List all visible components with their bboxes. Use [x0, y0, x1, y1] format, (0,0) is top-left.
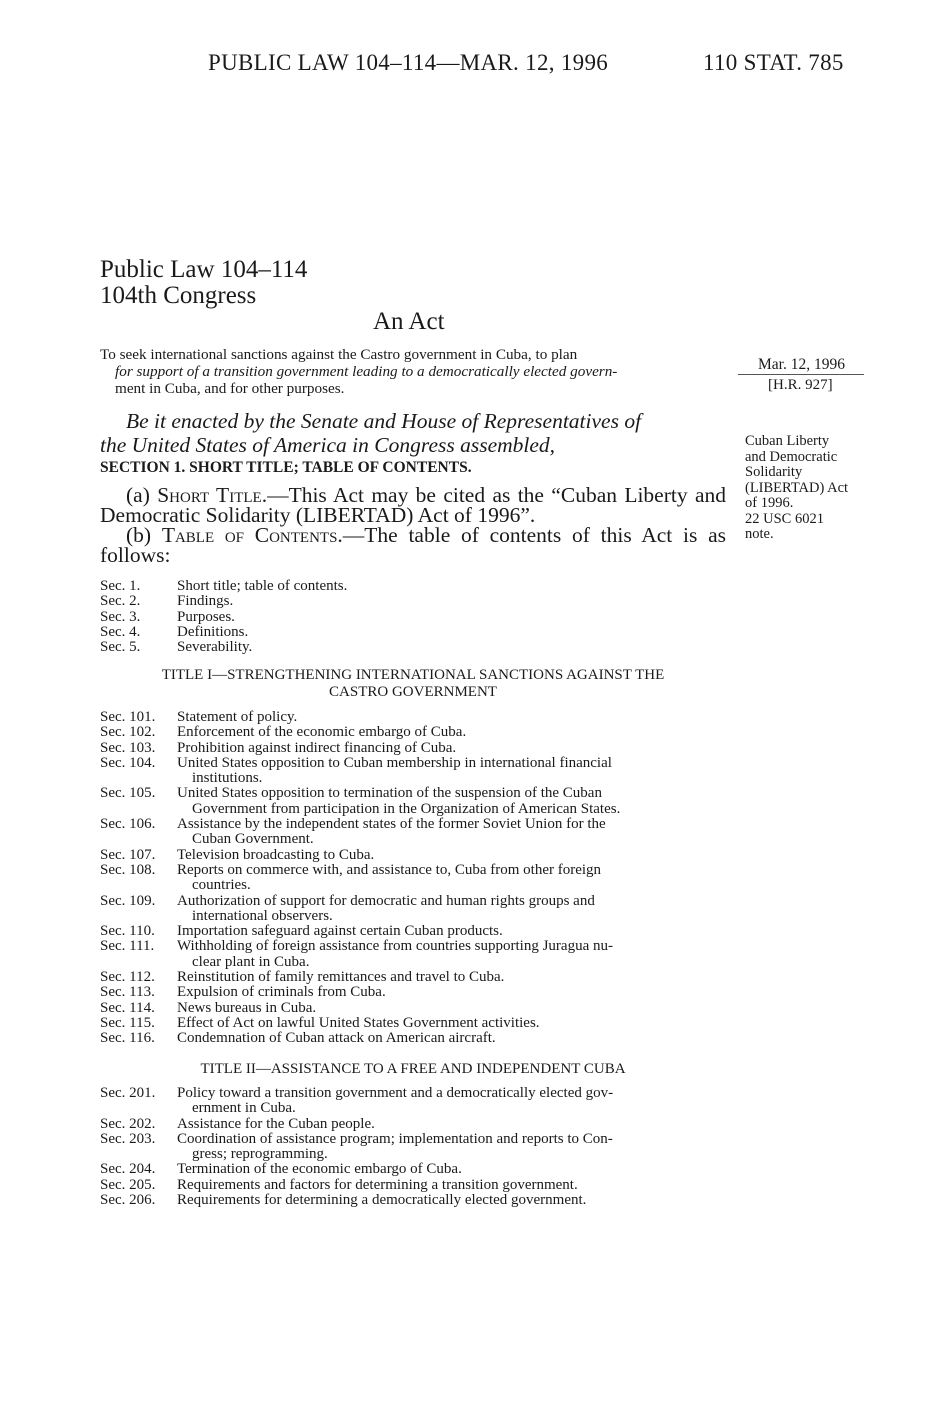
toc-entry-continuation: Government from participation in the Organization of American States. — [192, 800, 621, 817]
toc-entry: Sec. 112. Reinstitution of family remittances and travel to Cuba. — [100, 969, 505, 986]
margin-note-line: note. — [745, 526, 774, 542]
title-2-heading: TITLE II—ASSISTANCE TO A FREE AND INDEPENDENT CUBA — [200, 1061, 626, 1077]
toc-entry: Sec. 204. Termination of the economic embargo of Cuba. — [100, 1161, 462, 1178]
title-1-heading: TITLE I—STRENGTHENING INTERNATIONAL SANCTIONS AGAINST THE CASTRO GOVERNMENT — [161, 667, 665, 700]
toc-entry-continuation: clear plant in Cuba. — [192, 953, 310, 970]
purpose-line: ment in Cuba, and for other purposes. — [115, 380, 345, 397]
enacting-line: Be it enacted by the Senate and House of Representatives of — [126, 409, 642, 433]
toc-entry: Sec. 206. Requirements for determining a democratically elected government. — [100, 1192, 587, 1209]
margin-note-line: 22 USC 6021 — [745, 510, 824, 527]
toc-entry: Sec. 116. Condemnation of Cuban attack on American aircraft. — [100, 1030, 496, 1047]
bill-number: [H.R. 927] — [768, 377, 833, 393]
subsection-a-text: .—This Act may be cited as the “Cuban Liberty and Democratic Solidarity (LIBERTAD) Act of 1996”. — [100, 483, 726, 527]
congress-number: 104th Congress — [100, 282, 257, 309]
subsection-b — [100, 525, 726, 565]
enacting-clause — [100, 409, 726, 457]
toc-entry: Sec. 202. Assistance for the Cuban people. — [100, 1115, 375, 1132]
subsection-a-label: (a) — [126, 483, 158, 507]
enactment-date: Mar. 12, 1996 — [758, 356, 845, 373]
toc-entry: Sec. 110. Importation safeguard against certain Cuban products. — [100, 923, 503, 940]
toc-entry: Sec. 105. United States opposition to termination of the suspension of the Cuban — [100, 785, 602, 802]
toc-entry-continuation: institutions. — [192, 770, 263, 787]
toc-title-2 — [100, 1086, 726, 1208]
subsection-b-caption: Table of Contents — [161, 523, 338, 547]
margin-note — [745, 434, 880, 543]
toc-entry: Sec. 1. Short title; table of contents. — [100, 578, 348, 594]
toc-entry-continuation: Cuban Government. — [192, 831, 314, 848]
public-law-number: Public Law 104–114 — [100, 256, 308, 283]
margin-note-line: (LIBERTAD) Act — [745, 479, 849, 496]
toc-general — [100, 579, 726, 655]
toc-entry: Sec. 2. Findings. — [100, 593, 234, 610]
toc-entry: Sec. 101. Statement of policy. — [100, 709, 298, 725]
toc-entry: Sec. 203. Coordination of assistance program; implementation and reports to Con- — [100, 1130, 613, 1147]
subsection-a — [100, 485, 726, 525]
toc-entry: Sec. 102. Enforcement of the economic embargo of Cuba. — [100, 724, 467, 741]
running-header-left: PUBLIC LAW 104–114—MAR. 12, 1996 — [208, 50, 609, 75]
running-header-page: 110 STAT. 785 — [703, 50, 844, 75]
purpose-line: To seek international sanctions against the Castro government in Cuba, to plan — [100, 346, 578, 363]
subsection-b-label: (b) — [126, 523, 162, 547]
margin-note-line: and Democratic — [745, 448, 838, 465]
purpose-line: for support of a transition government leading to a democratically elected govern- — [115, 363, 618, 380]
toc-entry: Sec. 201. Policy toward a transition government and a democratically elected gov- — [100, 1085, 614, 1101]
act-label: An Act — [373, 308, 445, 335]
purpose-statement — [100, 346, 726, 397]
margin-note-line: Cuban Liberty — [745, 433, 830, 449]
subsection-a-caption: Short Title — [157, 483, 262, 507]
toc-entry: Sec. 103. Prohibition against indirect financing of Cuba. — [100, 739, 457, 756]
toc-entry: Sec. 115. Effect of Act on lawful United States Government activities. — [100, 1014, 540, 1031]
toc-entry-continuation: countries. — [192, 877, 251, 894]
toc-entry: Sec. 108. Reports on commerce with, and assistance to, Cuba from other foreign — [100, 861, 602, 878]
margin-divider — [738, 374, 864, 375]
toc-entry: Sec. 5. Severability. — [100, 639, 253, 656]
toc-entry: Sec. 106. Assistance by the independent states of the former Soviet Union for the — [100, 816, 606, 833]
toc-entry: Sec. 111. Withholding of foreign assistance from countries supporting Juragua nu- — [100, 938, 613, 955]
margin-note-line: Solidarity — [745, 464, 803, 480]
toc-entry: Sec. 104. United States opposition to Cuban membership in international financial — [100, 754, 612, 771]
toc-entry: Sec. 4. Definitions. — [100, 623, 249, 640]
subsection-b-text: .—The table of contents of this Act is as follows: — [100, 523, 726, 567]
toc-entry: Sec. 205. Requirements and factors for determining a transition government. — [100, 1176, 578, 1193]
toc-entry: Sec. 109. Authorization of support for democratic and human rights groups and — [100, 892, 595, 909]
toc-entry: Sec. 107. Television broadcasting to Cuba. — [100, 846, 375, 863]
enacting-line: the United States of America in Congress assembled, — [100, 433, 556, 457]
toc-entry: Sec. 3. Purposes. — [100, 608, 235, 625]
toc-entry-continuation: ernment in Cuba. — [192, 1100, 296, 1117]
toc-entry-continuation: gress; reprogramming. — [192, 1146, 328, 1163]
toc-entry: Sec. 114. News bureaus in Cuba. — [100, 999, 317, 1016]
toc-entry: Sec. 113. Expulsion of criminals from Cuba. — [100, 984, 386, 1001]
margin-note-line: of 1996. — [745, 495, 794, 511]
toc-entry-continuation: international observers. — [192, 907, 333, 924]
section-heading: SECTION 1. SHORT TITLE; TABLE OF CONTENTS. — [100, 459, 472, 476]
toc-title-1 — [100, 710, 726, 1047]
